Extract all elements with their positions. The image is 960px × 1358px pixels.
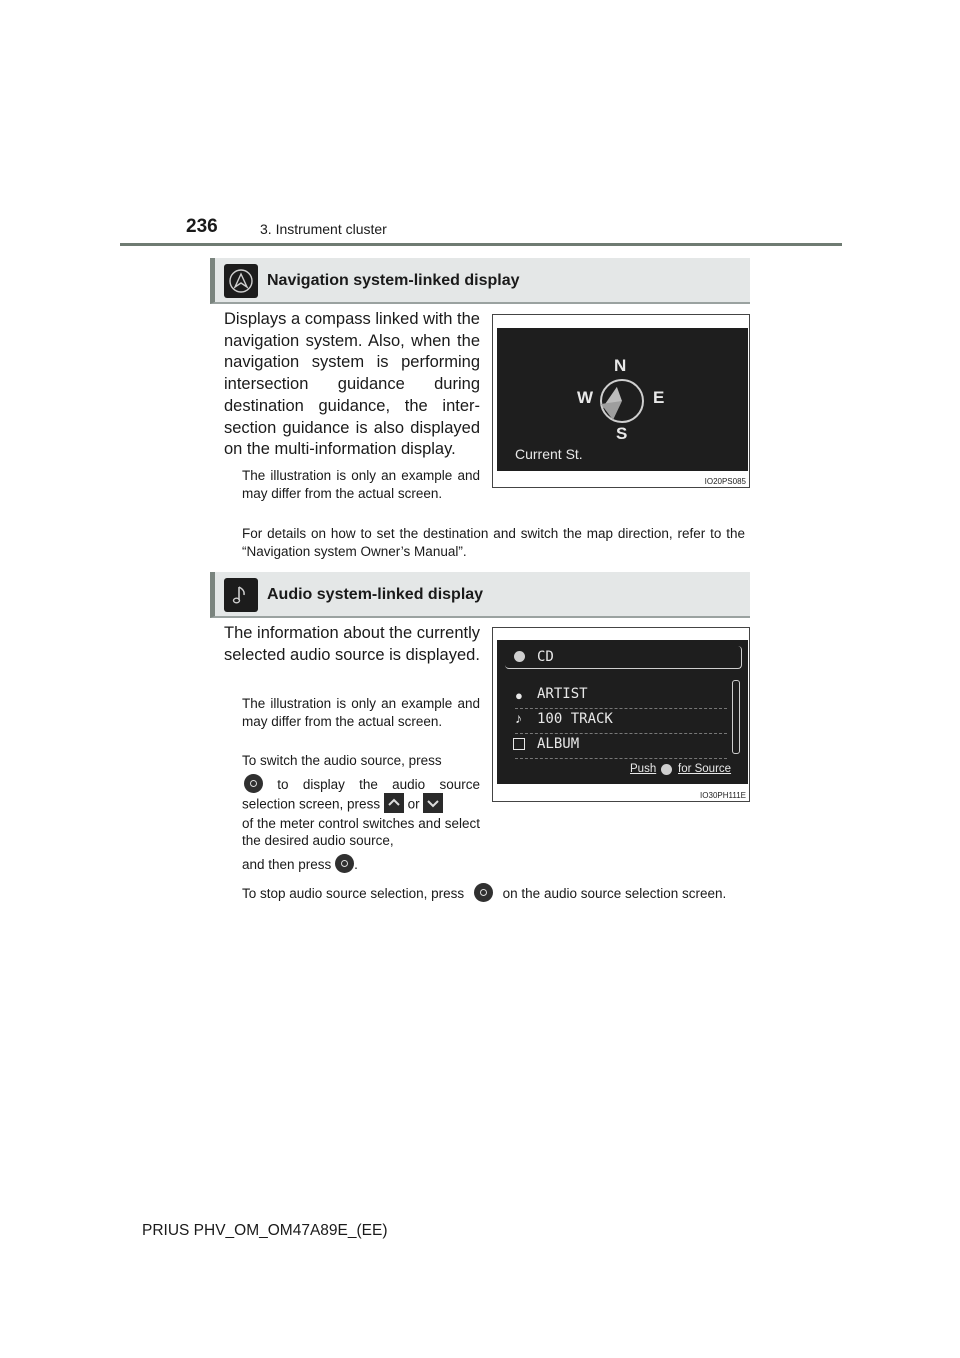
- switch-text-4: and then press: [242, 856, 332, 872]
- navigation-section-header: [210, 258, 750, 304]
- compass-west: W: [577, 388, 594, 407]
- music-note-icon: [224, 578, 258, 612]
- album-item: ALBUM: [537, 736, 580, 752]
- switch-text-1: To switch the audio source, press: [242, 753, 442, 768]
- figure-code: IO30PH111E: [700, 791, 746, 800]
- audio-stop-instruction: [242, 885, 745, 904]
- person-icon: ●: [515, 688, 523, 703]
- meter-screen: [497, 328, 748, 471]
- scrollbar: [732, 680, 740, 754]
- artist-item: ARTIST: [537, 686, 588, 702]
- up-arrow-button-icon: [384, 793, 404, 813]
- music-note-icon: ♪: [515, 710, 522, 726]
- compass-illustration: [492, 314, 750, 488]
- navigation-illustration-note: The illustration is only an example and may differ from the actual screen.: [242, 468, 480, 501]
- source-cd: CD: [537, 649, 554, 665]
- switch-text-2: to display the audio source selection screen, press: [242, 776, 480, 812]
- audio-illustration-note: The illustration is only an example and may differ from the actual screen.: [242, 696, 480, 729]
- header-divider: [120, 243, 842, 246]
- audio-section-title: Audio system-linked display: [267, 586, 484, 603]
- page-number: 236: [186, 216, 218, 237]
- stop-text-1: To stop audio source selection, press: [242, 886, 465, 902]
- chapter-title: 3. Instrument cluster: [260, 221, 387, 237]
- switch-or: or: [407, 796, 420, 812]
- figure-code: IO20PS085: [704, 477, 746, 486]
- meter-screen: [497, 640, 748, 784]
- push-label: Push: [630, 763, 657, 775]
- compass-east: E: [653, 388, 665, 407]
- current-street: Current St.: [515, 446, 583, 462]
- audio-section-header: [210, 572, 750, 618]
- for-source-label: for Source: [678, 763, 732, 775]
- navigation-details-note: For details on how to set the destination and switch the map direction, refer to the “Navigation system Owner’s Manual”.: [242, 526, 745, 559]
- enter-button-icon: [661, 764, 672, 775]
- audio-source-illustration: [492, 627, 750, 802]
- compass-north: N: [614, 356, 627, 375]
- enter-button-icon: [335, 854, 354, 873]
- navigation-description: Displays a compass linked with the navigation system. Also, when the navigation system is performing intersection guidance during destination guidance, the intersection guidance is also displayed on the multi-information display.: [224, 310, 480, 459]
- cd-icon: [514, 651, 525, 662]
- stop-text-2: on the audio source selection screen.: [502, 886, 727, 902]
- audio-description: The information about the currently selected audio source is displayed.: [224, 624, 480, 664]
- switch-text-3: of the meter control switches and select the desired audio source,: [242, 815, 480, 848]
- divider: [515, 708, 727, 709]
- back-button-icon: [474, 883, 493, 902]
- compass-south: S: [616, 424, 628, 443]
- navigation-arrow-icon: [224, 264, 258, 298]
- navigation-section-title: Navigation system-linked display: [267, 272, 520, 289]
- enter-button-icon: [244, 774, 263, 793]
- audio-switch-instruction: To switch the audio source, press to display the audio source selection screen, press or of the meter control switches and select the desired audio source, and then press .: [242, 753, 480, 872]
- divider: [515, 733, 727, 734]
- track-item: 100 TRACK: [537, 711, 613, 727]
- down-arrow-button-icon: [423, 793, 443, 813]
- document-id: PRIUS PHV_OM_OM47A89E_(EE): [142, 1222, 388, 1239]
- album-icon: [513, 738, 525, 750]
- divider: [515, 758, 727, 759]
